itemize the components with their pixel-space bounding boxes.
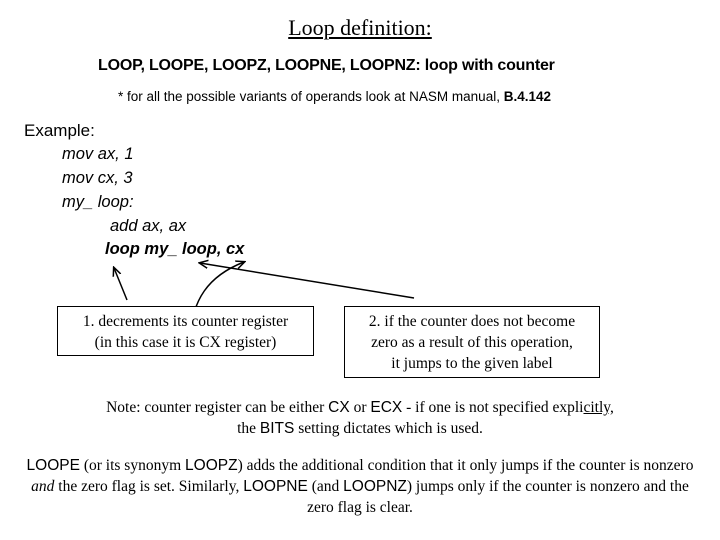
subtitle: LOOP, LOOPE, LOOPZ, LOOPNE, LOOPNZ: loop with counter: [98, 57, 555, 74]
bits-directive: BITS: [259, 420, 295, 437]
callout-box-jump: [344, 306, 600, 378]
note-text-underlined: citly,: [583, 399, 614, 416]
note-text: - if one is not specified expli: [406, 399, 584, 416]
code-line-loop: loop my_ loop, cx: [105, 240, 245, 258]
page-title: [0, 15, 720, 41]
code-line: mov cx, 3: [62, 169, 133, 187]
loopne-keyword: LOOPNE: [243, 478, 308, 495]
loope-keyword: LOOPE: [26, 457, 80, 474]
note-text: the: [237, 420, 257, 437]
para-text: (or its synonym: [83, 457, 182, 474]
variants-note-text: * for all the possible variants of operands look at NASM manual,: [118, 89, 500, 104]
callout-line: it jumps to the given label: [391, 355, 553, 372]
note-text: or: [353, 399, 367, 416]
loopnz-keyword: LOOPNZ: [343, 478, 407, 495]
callout-line: (in this case it is CX register): [94, 334, 277, 351]
code-line: my_ loop:: [62, 193, 134, 211]
loopz-keyword: LOOPZ: [185, 457, 238, 474]
code-line: add ax, ax: [110, 217, 187, 235]
para-text: ) jumps only if the counter is nonzero and the zero flag is clear.: [307, 478, 689, 516]
page-title-text: Loop definition:: [288, 15, 432, 40]
ecx-register: ECX: [370, 399, 403, 416]
para-text: ) adds the additional condition that it only jumps if the counter is nonzero: [237, 457, 694, 474]
callout-line: 2. if the counter does not become: [368, 313, 576, 330]
manual-reference: B.4.142: [503, 89, 552, 104]
para-text: the zero flag is set. Similarly,: [58, 478, 240, 495]
arrow-to-label: [200, 263, 414, 298]
callout-box-decrement: [57, 306, 314, 356]
note-text: setting dictates which is used.: [298, 420, 483, 437]
counter-register-note: [0, 397, 720, 439]
example-label: Example:: [24, 121, 95, 140]
para-text: (and: [311, 478, 340, 495]
para-emphasis: and: [31, 478, 55, 495]
callout-line: 1. decrements its counter register: [82, 313, 289, 330]
callout-line: zero as a result of this operation,: [371, 334, 573, 351]
cx-register: CX: [328, 399, 350, 416]
loope-loopne-paragraph: [18, 455, 702, 518]
note-text: Note: counter register can be either: [106, 399, 325, 416]
variants-note: [118, 89, 551, 104]
arrow-to-loop-keyword: [114, 268, 127, 300]
code-line: mov ax, 1: [62, 145, 134, 163]
